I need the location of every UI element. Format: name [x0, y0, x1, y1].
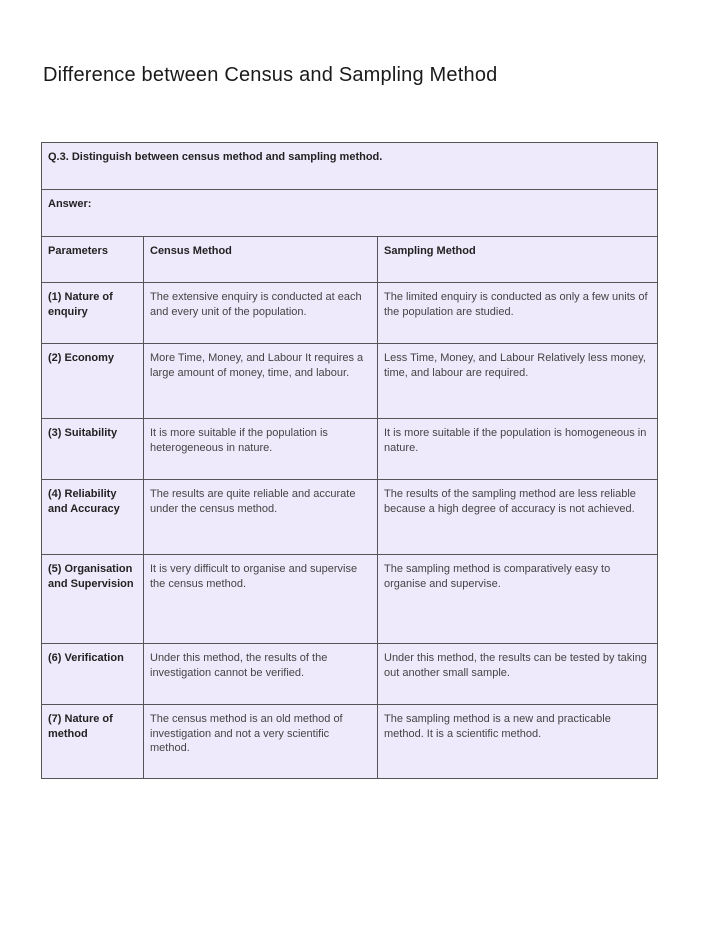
- comparison-table: [41, 142, 658, 779]
- row-parameter: (4) Reliability and Accuracy: [42, 480, 144, 555]
- row-parameter: (7) Nature of method: [42, 705, 144, 779]
- answer-label: Answer:: [42, 190, 658, 237]
- row-sampling: Under this method, the results can be tested by taking out another small sample.: [378, 644, 658, 705]
- header-sampling-method: Sampling Method: [378, 237, 658, 283]
- question-row: [42, 143, 658, 190]
- row-parameter: (6) Verification: [42, 644, 144, 705]
- row-sampling: The sampling method is comparatively easy to organise and supervise.: [378, 555, 658, 644]
- answer-row: [42, 190, 658, 237]
- row-census: Under this method, the results of the investigation cannot be verified.: [144, 644, 378, 705]
- question-text: Q.3. Distinguish between census method and sampling method.: [42, 143, 658, 190]
- table-row: [42, 705, 658, 779]
- header-parameters: Parameters: [42, 237, 144, 283]
- row-parameter: (1) Nature of enquiry: [42, 283, 144, 344]
- table-row: [42, 480, 658, 555]
- row-census: The census method is an old method of investigation and not a very scientific method.: [144, 705, 378, 779]
- row-parameter: (5) Organisation and Supervision: [42, 555, 144, 644]
- header-row: [42, 237, 658, 283]
- row-census: The results are quite reliable and accurate under the census method.: [144, 480, 378, 555]
- row-sampling: It is more suitable if the population is homogeneous in nature.: [378, 419, 658, 480]
- header-census-method: Census Method: [144, 237, 378, 283]
- row-census: More Time, Money, and Labour It requires a large amount of money, time, and labour.: [144, 344, 378, 419]
- page-title: Difference between Census and Sampling Method: [43, 64, 498, 86]
- table-row: [42, 344, 658, 419]
- row-census: It is more suitable if the population is heterogeneous in nature.: [144, 419, 378, 480]
- row-parameter: (2) Economy: [42, 344, 144, 419]
- table-row: [42, 555, 658, 644]
- row-census: It is very difficult to organise and supervise the census method.: [144, 555, 378, 644]
- row-sampling: Less Time, Money, and Labour Relatively less money, time, and labour are required.: [378, 344, 658, 419]
- table-row: [42, 419, 658, 480]
- row-sampling: The results of the sampling method are less reliable because a high degree of accuracy is not achieved.: [378, 480, 658, 555]
- table-row: [42, 644, 658, 705]
- row-sampling: The limited enquiry is conducted as only a few units of the population are studied.: [378, 283, 658, 344]
- table-row: [42, 283, 658, 344]
- row-parameter: (3) Suitability: [42, 419, 144, 480]
- row-census: The extensive enquiry is conducted at each and every unit of the population.: [144, 283, 378, 344]
- row-sampling: The sampling method is a new and practicable method. It is a scientific method.: [378, 705, 658, 779]
